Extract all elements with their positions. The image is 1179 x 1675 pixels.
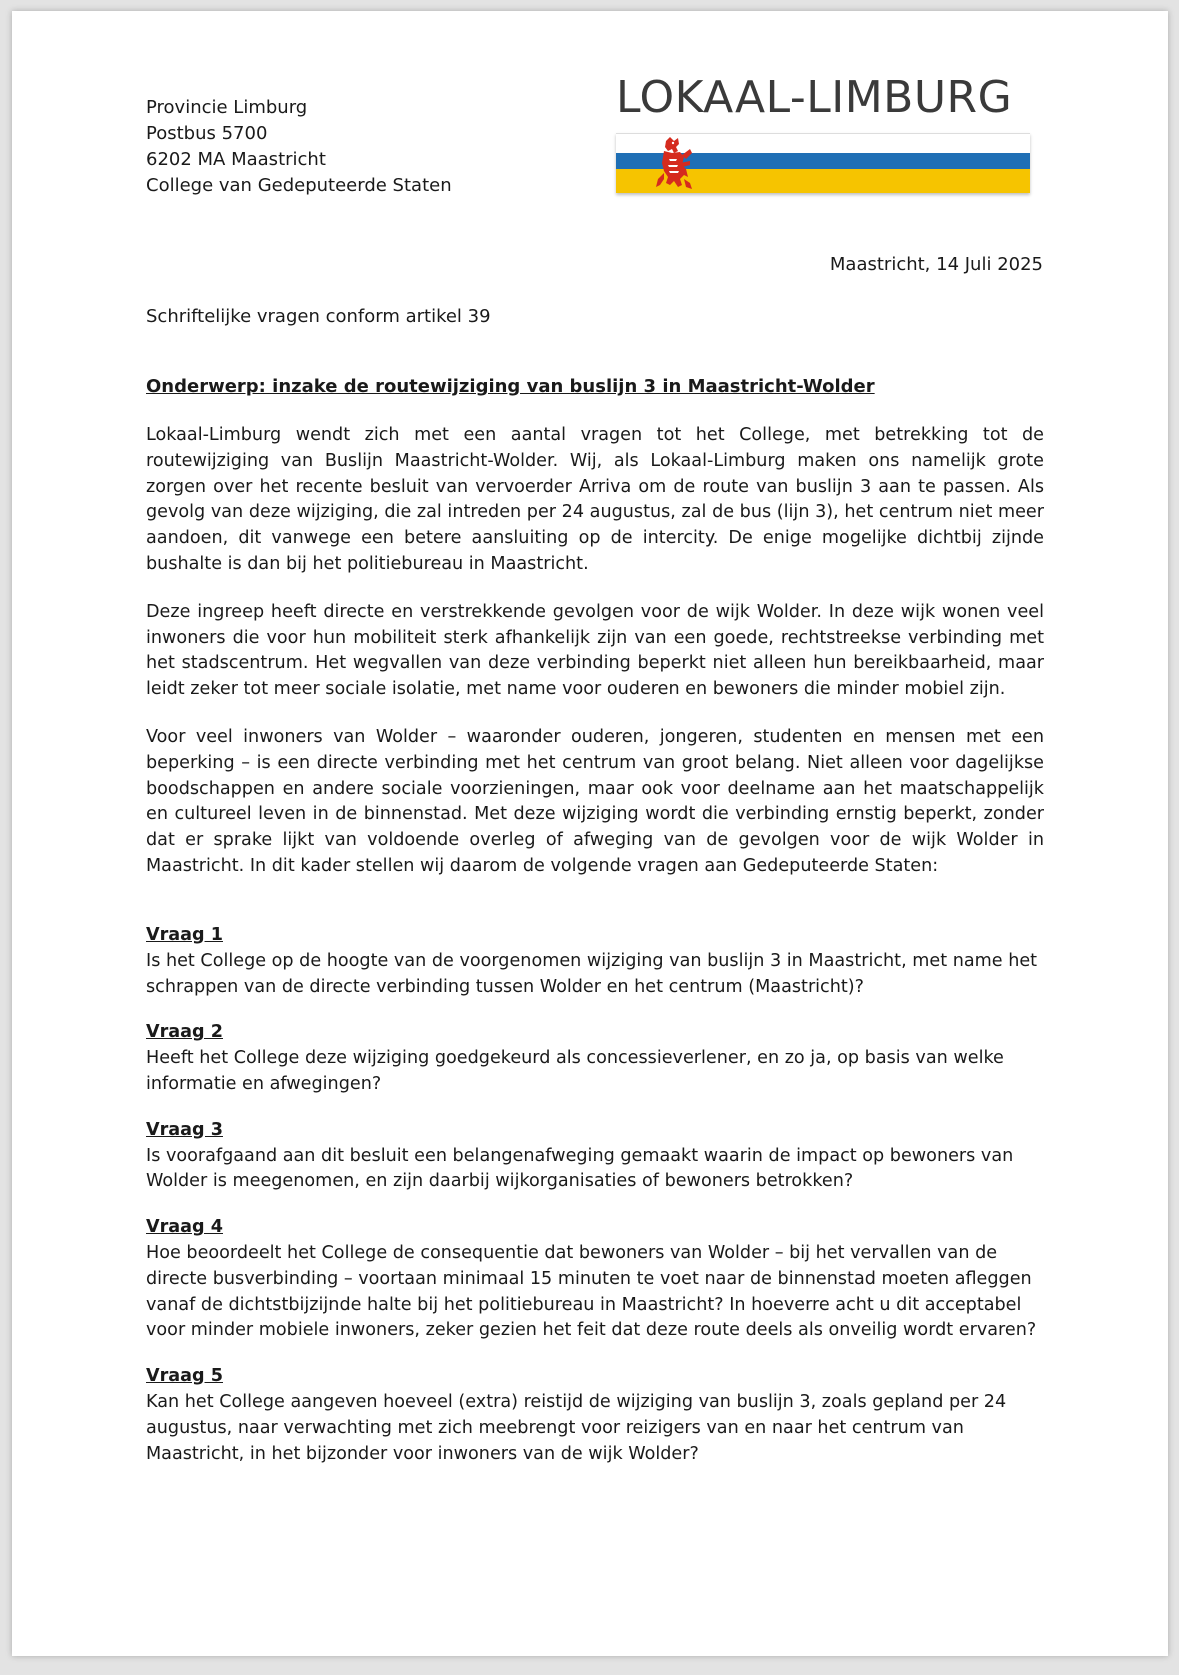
address-line: 6202 MA Maastricht	[146, 149, 326, 170]
question-text: Is het College op de hoogte van de voorgenomen wijziging van buslijn 3 in Maastricht, met name het schrappen van de directe verbinding tussen Wolder en het centrum (Maastricht)?	[146, 950, 1038, 997]
question-item	[146, 1364, 1044, 1467]
question-heading: Vraag 2	[146, 1022, 223, 1043]
body-paragraph: Voor veel inwoners van Wolder – waaronder ouderen, jongeren, studenten en mensen met een beperking – is een directe verbinding met het centrum van groot belang. Niet alleen voor dagelijkse boodschappen en andere sociale voorzieningen, maar ook voor deelname aan het maatschappelijk en cultureel leven in de binnenstad. Met deze wijziging wordt die verbinding ernstig beperkt, zonder dat er sprake lijkt van voldoende overleg of afweging van de gevolgen voor de wijk Wolder in Maastricht. In dit kader stellen wij daarom de volgende vragen aan Gedeputeerde Staten:	[146, 726, 1044, 876]
letter-reference: Schriftelijke vragen conform artikel 39	[146, 306, 491, 327]
body-paragraph: Lokaal-Limburg wendt zich met een aantal vragen tot het College, met betrekking tot de routewijziging van Buslijn Maastricht-Wolder. Wij, als Lokaal-Limburg maken ons namelijk grote zorgen over het recente besluit van vervoerder Arriva om de route van buslijn 3 aan te passen. Als gevolg van deze wijziging, die zal intreden per 24 augustus, zal de bus (lijn 3), het centrum niet meer aandoen, dit vanwege een betere aansluiting op de intercity. De enige mogelijke dichtbij zijnde bushalte is dan bij het politiebureau in Maastricht.	[146, 425, 1044, 574]
question-item	[146, 1020, 1044, 1097]
question-item	[146, 1215, 1044, 1344]
limburg-lion-icon	[652, 135, 696, 191]
address-line: Postbus 5700	[146, 123, 268, 144]
question-heading: Vraag 4	[146, 1217, 223, 1238]
limburg-flag	[616, 133, 1030, 193]
question-heading: Vraag 3	[146, 1119, 223, 1140]
letter-date: Maastricht, 14 Juli 2025	[829, 254, 1043, 275]
questions-list	[146, 923, 1044, 1487]
question-item	[146, 923, 1044, 1000]
logo-text: LOKAAL-LIMBURG	[616, 72, 1013, 123]
question-heading: Vraag 1	[146, 925, 223, 945]
letter-subject: Onderwerp: inzake de routewijziging van buslijn 3 in Maastricht-Wolder	[146, 376, 875, 397]
question-text: Heeft het College deze wijziging goedgekeurd als concessieverlener, en zo ja, op basis van welke informatie en afwegingen?	[146, 1048, 1004, 1094]
question-text: Kan het College aangeven hoeveel (extra) reistijd de wijziging van buslijn 3, zoals gepland per 24 augustus, naar verwachting met zich meebrengt voor reizigers van en naar het centrum van Maastricht, in het bijzonder voor inwoners van de wijk Wolder?	[146, 1391, 1007, 1464]
letter-page	[12, 11, 1168, 1656]
body-paragraph: Deze ingreep heeft directe en verstrekkende gevolgen voor de wijk Wolder. In deze wijk wonen veel inwoners die voor hun mobiliteit sterk afhankelijk zijn van een goede, rechtstreekse verbinding met het stadscentrum. Het wegvallen van deze verbinding beperkt niet alleen hun bereikbaarheid, maar leidt zeker tot meer sociale isolatie, met name voor ouderen en bewoners die minder mobiel zijn.	[146, 601, 1044, 700]
question-item	[146, 1118, 1044, 1195]
sender-address	[146, 95, 452, 199]
question-text: Is voorafgaand aan dit besluit een belangenafweging gemaakt waarin de impact op bewoners van Wolder is meegenomen, en zijn daarbij wijkorganisaties of bewoners betrokken?	[146, 1145, 1014, 1192]
question-text: Hoe beoordeelt het College de consequentie dat bewoners van Wolder – bij het vervallen van de directe busverbinding – voortaan minimaal 15 minuten te voet naar de binnenstad moeten afleggen vanaf de dichtstbijzijnde halte bij het politiebureau in Maastricht? In hoeverre acht u dit acceptabel voor minder mobiele inwoners, zeker gezien het feit dat deze route deels als onveilig wordt ervaren?	[146, 1242, 1037, 1341]
address-line: Provincie Limburg	[146, 97, 308, 118]
question-heading: Vraag 5	[146, 1366, 223, 1387]
lokaal-limburg-logo	[616, 73, 1032, 193]
address-line: College van Gedeputeerde Staten	[146, 175, 452, 196]
letter-body	[146, 423, 1044, 902]
